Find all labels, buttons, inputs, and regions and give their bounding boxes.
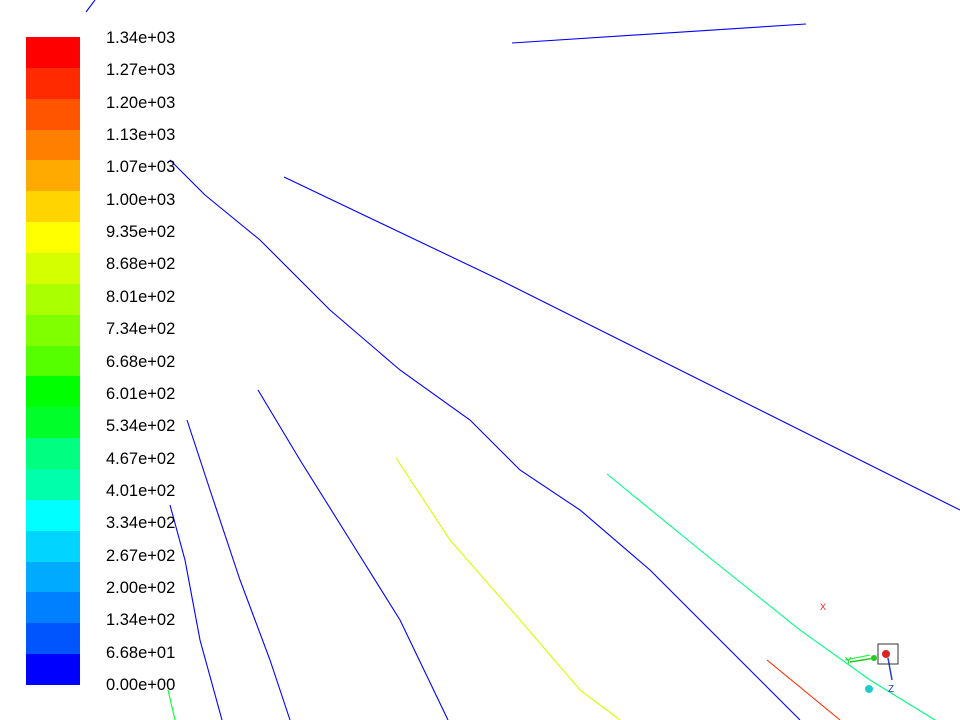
legend-swatch (26, 376, 80, 407)
legend-swatch (26, 592, 80, 623)
legend-swatch (26, 562, 80, 593)
legend-swatch (26, 284, 80, 315)
axis-x-label: X (820, 602, 827, 612)
pathline-4 (284, 177, 960, 510)
legend-tick-label: 1.13e+03 (106, 126, 176, 145)
legend-tick-label: 1.34e+03 (106, 29, 176, 47)
pathline-7 (170, 505, 222, 720)
legend-swatch (26, 469, 80, 500)
axis-y-label: Y (845, 656, 852, 667)
legend-swatch (26, 654, 80, 685)
legend-swatch (26, 191, 80, 222)
pathline-10 (767, 660, 840, 720)
pathline-2 (512, 24, 806, 43)
pathline-5 (258, 390, 448, 720)
legend-swatch (26, 500, 80, 531)
pathline-3 (170, 160, 800, 720)
pathline-6 (187, 420, 290, 720)
legend-tick-label: 1.00e+03 (106, 190, 176, 209)
legend-tick-label: 3.34e+02 (106, 514, 176, 533)
axis-triad[interactable] (820, 602, 910, 700)
legend-swatch (26, 160, 80, 191)
legend-swatch (26, 222, 80, 253)
legend-swatch (26, 37, 80, 68)
legend-swatch (26, 99, 80, 130)
legend-tick-label: 8.68e+02 (106, 255, 176, 274)
legend-tick-label: 0.00e+00 (106, 676, 176, 694)
axis-x-tip (871, 655, 877, 661)
legend-tick-label: 8.01e+02 (106, 287, 176, 306)
legend-tick-label: 9.35e+02 (106, 223, 176, 242)
legend-tick-label: 1.20e+03 (106, 93, 176, 112)
legend-tick-label: 2.67e+02 (106, 546, 176, 565)
pathline-1 (86, 0, 95, 12)
legend-swatch (26, 407, 80, 438)
legend-swatch (26, 315, 80, 346)
legend-swatch (26, 130, 80, 161)
legend-tick-label: 2.00e+02 (106, 578, 176, 597)
legend-tick-label: 4.67e+02 (106, 449, 176, 468)
legend-tick-label: 4.01e+02 (106, 481, 176, 500)
axis-point-marker (865, 685, 873, 693)
legend-swatch (26, 253, 80, 284)
legend-tick-label: 6.68e+02 (106, 352, 176, 371)
legend-tick-label: 6.68e+01 (106, 643, 176, 662)
legend-swatch (26, 531, 80, 562)
legend-tick-label: 6.01e+02 (106, 384, 176, 403)
axis-z-line (888, 658, 892, 680)
legend-tick-label: 7.34e+02 (106, 320, 176, 339)
legend-swatch (26, 623, 80, 654)
legend-swatch (26, 438, 80, 469)
colormap-legend (26, 37, 80, 685)
axis-x-origin (882, 650, 890, 658)
legend-tick-label: 1.34e+02 (106, 611, 176, 630)
legend-swatch (26, 68, 80, 99)
legend-tick-label: 1.07e+03 (106, 158, 176, 177)
legend-swatch (26, 346, 80, 377)
legend-tick-label: 5.34e+02 (106, 417, 176, 436)
axis-z-label: Z (888, 684, 895, 695)
legend-tick-label: 1.27e+03 (106, 61, 176, 80)
pathline-11 (168, 690, 175, 720)
